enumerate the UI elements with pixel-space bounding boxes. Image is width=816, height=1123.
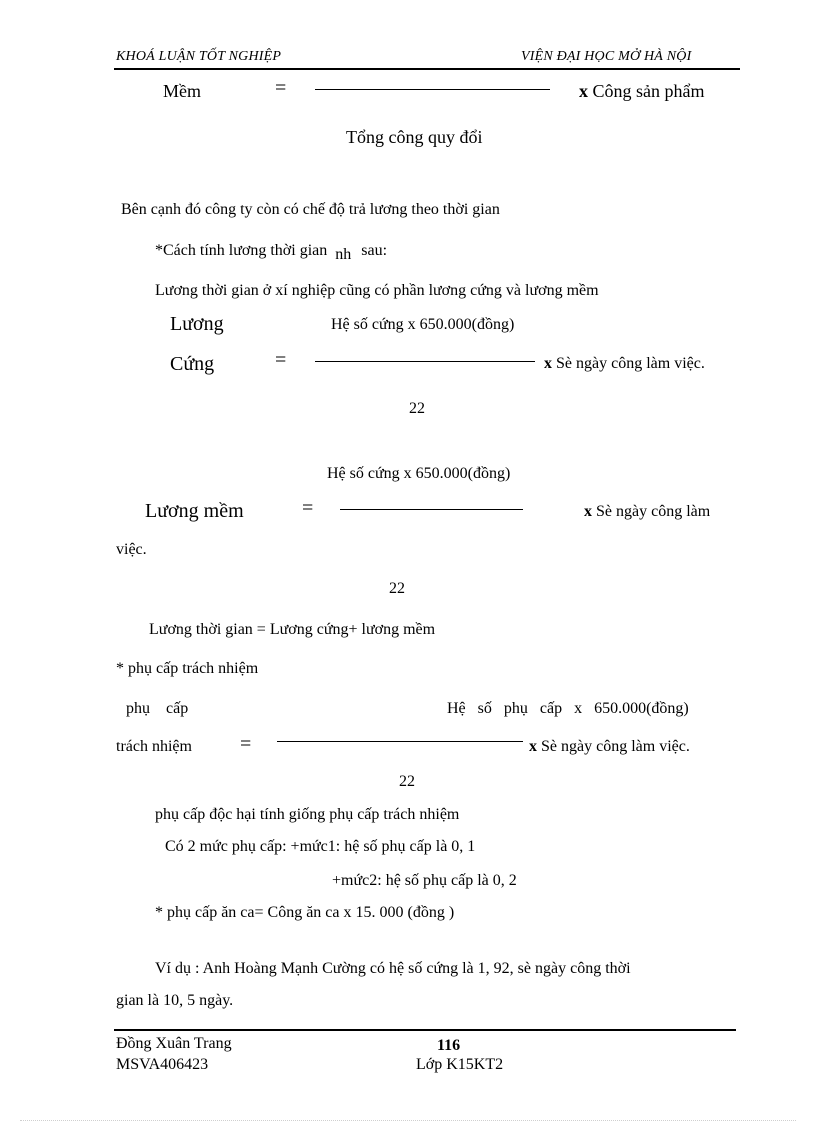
times-sign: x [579, 81, 588, 101]
formula-phucap-label-1: phụ cấp [126, 700, 189, 717]
total-wage-line: Lương thời gian = Lương cứng+ lương mềm [149, 621, 436, 638]
formula-mem-top-denominator: Tổng công quy đổi [346, 127, 483, 147]
formula-cung-right-text: Sè ngày công làm việc. [556, 355, 705, 372]
times-sign: x [544, 355, 552, 372]
formula-cung-equals: = [275, 349, 287, 371]
line-allowance-levels: Có 2 mức phụ cấp: +mức1: hệ số phụ cấp là 0, 1 [165, 838, 476, 855]
formula-mem-right-text: Sè ngày công làm [596, 503, 711, 520]
formula-mem-top-right [579, 81, 705, 102]
footer-student-id: MSVA406423 [116, 1056, 209, 1073]
formula-phucap-numerator: Hệ số phụ cấp x 650.000(đồng) [447, 700, 689, 717]
example-line-2: gian là 10, 5 ngày. [116, 992, 234, 1009]
line-allowance-level-2: +mức2: hệ số phụ cấp là 0, 2 [332, 872, 517, 889]
paragraph-time-wage: Bên cạnh đó công ty còn có chế độ trả lương theo thời gian [121, 201, 500, 218]
page-bottom-edge [20, 1120, 796, 1121]
formula-phucap-right [529, 738, 690, 756]
formula-mem-label: Lương mềm [145, 500, 244, 522]
method-text: *Cách tính lương thời gian [155, 242, 328, 259]
formula-phucap-equals: = [240, 733, 252, 755]
header-right: VIỆN ĐẠI HỌC MỞ HÀ NỘI [521, 49, 692, 64]
formula-phucap-label-2: trách nhiệm [116, 738, 192, 755]
method-end: sau: [361, 242, 388, 259]
formula-phucap-right-text: Sè ngày công làm việc. [541, 738, 690, 755]
formula-mem-right [584, 503, 710, 521]
footer-page-number: 116 [437, 1037, 461, 1054]
times-sign: x [584, 503, 592, 520]
formula-cung-label-1: Lương [170, 313, 224, 335]
times-sign: x [529, 738, 537, 755]
formula-mem-top-label: Mềm [163, 81, 201, 101]
formula-mem-denominator: 22 [389, 580, 405, 597]
footer-author: Đồng Xuân Trang [116, 1035, 232, 1052]
formula-cung-right [544, 355, 705, 373]
formula-mem-top-equals: = [275, 77, 287, 99]
formula-mem-top-right-text: Công sản phẩm [592, 81, 705, 101]
formula-mem-wrap: việc. [116, 541, 147, 558]
header-rule [114, 68, 740, 70]
formula-cung-denominator: 22 [409, 400, 425, 417]
method-sub: nh [335, 246, 352, 263]
header-left: KHOÁ LUẬN TỐT NGHIỆP [116, 49, 282, 64]
paragraph-components: Lương thời gian ở xí nghiệp cũng có phần lương cứng và lương mềm [155, 282, 599, 299]
line-hazard-allowance: phụ cấp độc hại tính giống phụ cấp trách nhiệm [155, 806, 460, 823]
footer-class: Lớp K15KT2 [416, 1056, 504, 1073]
line-meal-allowance: * phụ cấp ăn ca= Công ăn ca x 15. 000 (đồng ) [155, 904, 455, 921]
formula-mem-fraction-bar [340, 509, 523, 510]
footer-rule [114, 1029, 736, 1031]
formula-mem-equals: = [302, 497, 314, 519]
formula-phucap-fraction-bar [277, 741, 523, 742]
formula-cung-label-2: Cứng [170, 353, 215, 375]
formula-phucap-denominator: 22 [399, 773, 415, 790]
example-line-1: Ví dụ : Anh Hoàng Mạnh Cường có hệ số cứng là 1, 92, sè ngày công thời [155, 960, 631, 977]
formula-cung-fraction-bar [315, 361, 535, 362]
allowance-heading: * phụ cấp trách nhiệm [116, 660, 259, 677]
formula-cung-numerator: Hệ số cứng x 650.000(đồng) [331, 316, 515, 333]
formula-mem-top-fraction-bar [315, 89, 550, 90]
paragraph-time-wage-method [155, 242, 388, 263]
formula-mem-numerator: Hệ số cứng x 650.000(đồng) [327, 465, 511, 482]
